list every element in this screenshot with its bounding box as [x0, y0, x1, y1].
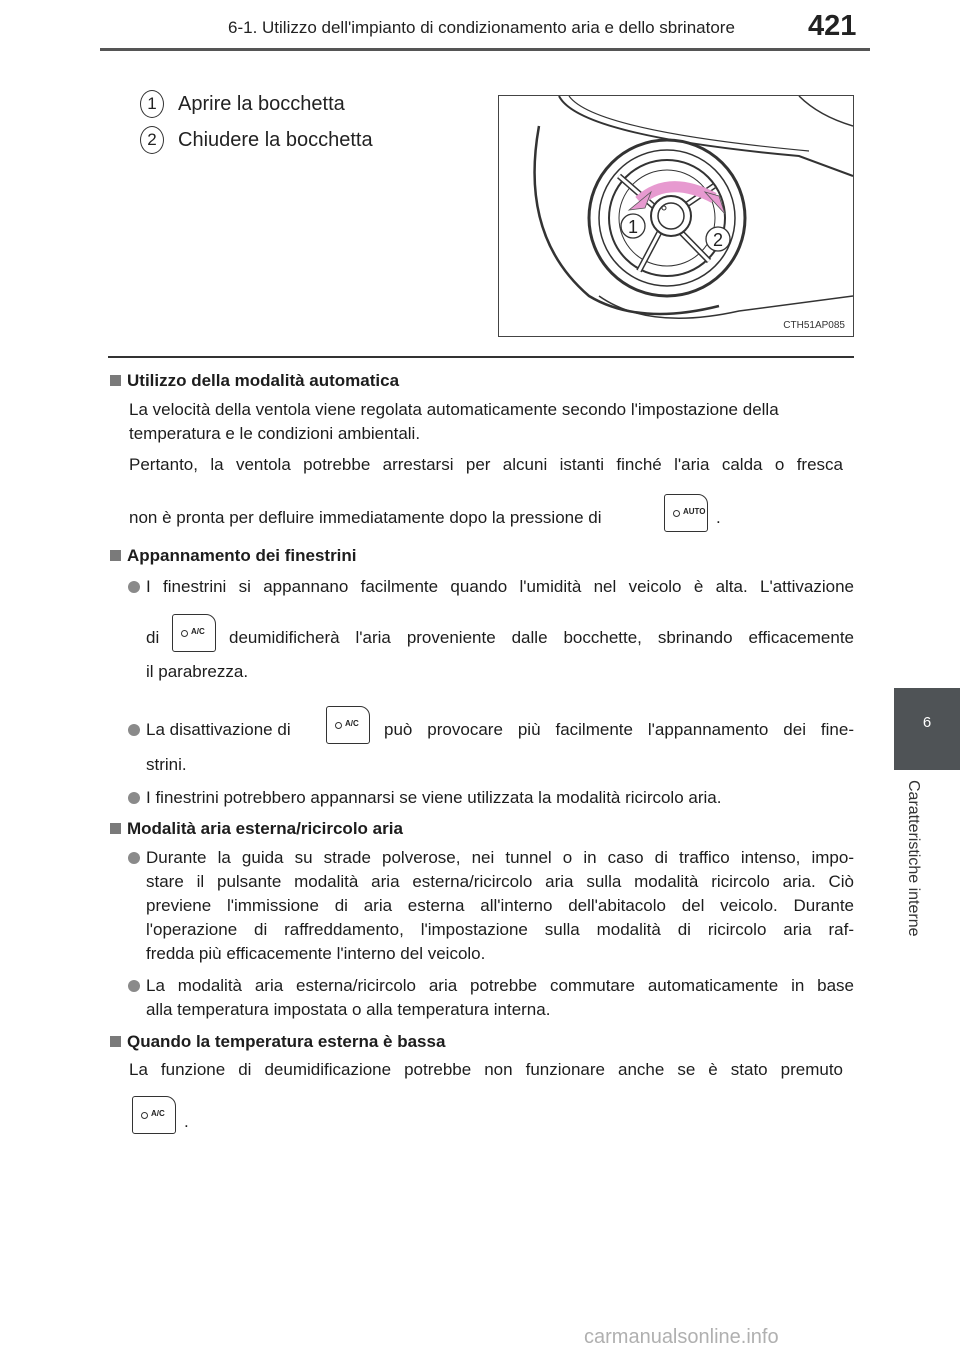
step-label: Aprire la bocchetta	[178, 92, 345, 115]
recirc-b1-l4: l'operazione di raffreddamento, l'impostazione sulla modalità di ricircolo aria raf-	[146, 920, 854, 939]
chapter-label-text: Caratteristiche interne	[905, 780, 922, 937]
auto-p1-l1: La velocità della ventola viene regolata automaticamente secondo l'impostazione della	[129, 400, 779, 419]
section-rule	[108, 356, 854, 358]
square-bullet-icon	[110, 1036, 121, 1047]
chapter-number: 6	[922, 714, 932, 731]
fog-b3: I finestrini potrebbero appannarsi se viene utilizzata la modalità ricircolo aria.	[146, 788, 722, 807]
square-bullet-icon	[110, 375, 121, 386]
step-label: Chiudere la bocchetta	[178, 128, 373, 151]
heading-fogging: Appannamento dei finestrini	[110, 546, 357, 566]
cold-p1-l1: La funzione di deumidificazione potrebbe non funzionare anche se è stato premuto	[129, 1060, 843, 1079]
heading-auto-mode: Utilizzo della modalità automatica	[110, 371, 399, 391]
auto-p2-l2: non è pronta per defluire immediatamente dopo la pressione di	[129, 508, 602, 527]
auto-p1-l2: temperatura e le condizioni ambientali.	[129, 424, 421, 443]
step-number: 2	[140, 126, 164, 154]
figure-code: CTH51AP085	[783, 320, 845, 331]
bullet-icon	[128, 724, 140, 736]
square-bullet-icon	[110, 823, 121, 834]
auto-p2-l1: Pertanto, la ventola potrebbe arrestarsi per alcuni istanti finché l'aria calda o fresca	[129, 455, 843, 474]
heading-recirc: Modalità aria esterna/ricircolo aria	[110, 819, 403, 839]
auto-p2-end: .	[716, 508, 721, 527]
fog-b1-l2a: di	[146, 628, 160, 647]
watermark: carmanualsonline.info	[584, 1326, 779, 1348]
recirc-b1-l2: stare il pulsante modalità aria esterna/ricircolo aria sulla modalità ricircolo aria. Ciò	[146, 872, 854, 891]
fog-b2-l1a: La disattivazione di	[146, 720, 291, 739]
recirc-b2-l1: La modalità aria esterna/ricircolo aria potrebbe commutare automaticamente in base	[146, 976, 854, 995]
recirc-b1-l1: Durante la guida su strade polverose, nei tunnel o in caso di traffico intenso, impo-	[146, 848, 854, 867]
page-number: 421	[808, 10, 857, 42]
bullet-icon	[128, 792, 140, 804]
figure-callout-1: 1	[627, 217, 639, 237]
auto-button-icon: AUTO	[664, 494, 708, 532]
bullet-icon	[128, 852, 140, 864]
step-close-vent	[140, 126, 373, 154]
side-tab-bar	[894, 52, 960, 678]
fog-b1-l2b: deumidificherà l'aria proveniente dalle bocchette, sbrinando efficacemente	[229, 628, 854, 647]
step-open-vent	[140, 90, 345, 118]
fog-b2-l1b: può provocare più facilmente l'appannamento dei fine-	[384, 720, 854, 739]
vent-illustration	[498, 95, 854, 337]
heading-cold: Quando la temperatura esterna è bassa	[110, 1032, 445, 1052]
chapter-label	[904, 780, 934, 960]
header-rule	[100, 48, 870, 51]
figure-callout-2: 2	[712, 230, 724, 250]
fog-b1-l1: I finestrini si appannano facilmente quando l'umidità nel veicolo è alta. L'attivazione	[146, 577, 854, 596]
square-bullet-icon	[110, 550, 121, 561]
step-number: 1	[140, 90, 164, 118]
fog-b1-l3: il parabrezza.	[146, 662, 249, 681]
fog-b2-l2: strini.	[146, 755, 187, 774]
ac-button-icon: A/C	[326, 706, 370, 744]
recirc-b1-l5: fredda più efficacemente l'interno del veicolo.	[146, 944, 486, 963]
recirc-b2-l2: alla temperatura impostata o alla temperatura interna.	[146, 1000, 551, 1019]
ac-button-icon: A/C	[132, 1096, 176, 1134]
recirc-b1-l3: previene l'immissione di aria esterna all'interno dell'abitacolo del veicolo. Durante	[146, 896, 854, 915]
vent-drawing	[499, 96, 853, 336]
bullet-icon	[128, 980, 140, 992]
chapter-tab	[894, 688, 960, 770]
cold-p1-end: .	[184, 1112, 189, 1131]
ac-button-icon: A/C	[172, 614, 216, 652]
bullet-icon	[128, 581, 140, 593]
running-header: 6-1. Utilizzo dell'impianto di condizionamento aria e dello sbrinatore	[228, 18, 735, 37]
